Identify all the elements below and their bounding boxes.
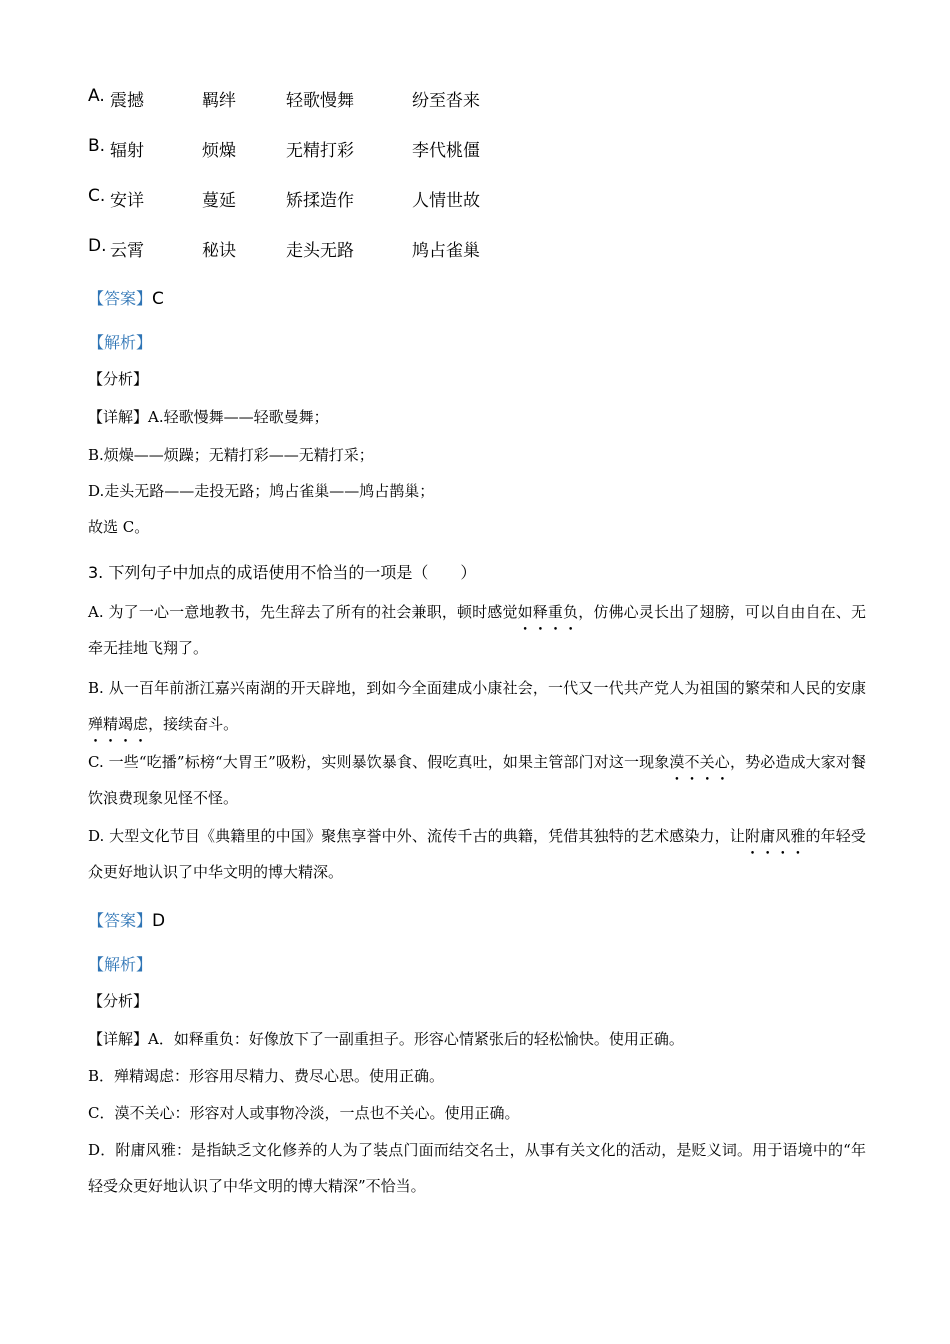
option-text: A. 为了一心一意地教书，先生辞去了所有的社会兼职，顿时感觉 [88,603,518,621]
dotted-char: 虑 [133,715,149,733]
analysis-tag: 【解析】 [88,955,153,974]
option-word: 人情世故 [412,191,480,211]
dotted-char: 竭 [118,715,134,733]
answer-line [88,286,164,309]
detail-line: 故选 C。 [88,518,150,536]
dotted-char: 心 [714,753,730,771]
option-word: 秘诀 [202,241,236,261]
option-text: C. 一些“吃播”标榜“大胃王”吸粉，实则暴饮暴食、假吃真吐，如果主管部门对这一现象 [88,753,670,771]
detail-line: D.走头无路——走投无路；鸠占雀巢——鸠占鹊巢； [88,482,435,500]
option-word: 纷至沓来 [412,91,480,111]
dotted-char: 关 [699,753,715,771]
dotted-char: 不 [684,753,700,771]
option-text: B. 从一百年前浙江嘉兴南湖的开天辟地，到如今全面建成小康社会，一代又一代共产党人为祖国的繁荣和人民的安康 [88,679,866,697]
dotted-char: 精 [103,715,119,733]
detail-line: B.烦燥——烦躁；无精打彩——无精打采； [88,446,374,464]
q3-option-d [88,818,866,890]
answer-value: D [152,911,166,931]
option-text: D. 大型文化节目《典籍里的中国》聚焦享誉中外、流传千古的典籍，凭借其独特的艺术感染力，让 [88,827,745,845]
detail-line: B．殚精竭虑：形容用尽精力、费尽心思。使用正确。 [88,1067,445,1085]
question-stem: 3. 下列句子中加点的成语使用不恰当的一项是（ ） [88,563,477,582]
option-letter: C. [88,186,106,206]
option-word: 走头无路 [286,241,354,261]
option-word: 辐射 [110,141,144,161]
dotted-char: 殚 [88,715,104,733]
option-word: 烦燥 [202,141,236,161]
dotted-char: 释 [532,603,548,621]
dotted-char: 如 [517,603,533,621]
answer-tag: 【答案】 [88,289,153,308]
fenxi-label: 【分析】 [88,992,149,1010]
option-word: 羁绊 [202,91,236,111]
option-word: 蔓延 [202,191,236,211]
option-word: 安详 [110,191,144,211]
answer-line [88,908,165,931]
option-word: 云霄 [110,241,144,261]
dotted-char: 漠 [669,753,685,771]
detail-paragraph: D．附庸风雅：是指缺乏文化修养的人为了装点门面而结交名士，从事有关文化的活动，是贬义词。用于语境中的“年轻受众更好地认识了中华文明的博大精深”不恰当。 [88,1141,866,1195]
option-word: 李代桃僵 [412,141,480,161]
option-letter: D. [88,236,107,256]
option-letter: A. [88,86,105,106]
detail-line: 【详解】A．如释重负：好像放下了一副重担子。形容心情紧张后的轻松愉快。使用正确。 [88,1030,684,1048]
detail-line: C．漠不关心：形容对人或事物冷淡，一点也不关心。使用正确。 [88,1104,520,1122]
option-text: ，仿佛心灵长出了翅膀，可以自由自在、无牵无挂地飞翔了。 [88,603,866,657]
dotted-char: 庸 [760,827,776,845]
detail-line: 【详解】A.轻歌慢舞——轻歌曼舞； [88,408,329,426]
answer-tag: 【答案】 [88,911,153,930]
option-word: 震撼 [110,91,144,111]
answer-value: C [152,289,164,309]
option-word: 轻歌慢舞 [286,91,354,111]
dotted-char: 负 [563,603,579,621]
q3-option-a [88,594,866,666]
dotted-char: 风 [775,827,791,845]
analysis-tag: 【解析】 [88,333,153,352]
dotted-char: 雅 [790,827,806,845]
q3-option-b [88,670,866,742]
option-text: 的年轻受众更好地认识了中华文明的博大精深。 [88,827,866,881]
fenxi-label: 【分析】 [88,370,149,388]
option-letter: B. [88,136,106,156]
dotted-char: 重 [547,603,564,621]
q3-option-c [88,744,866,816]
option-text: ，接续奋斗。 [148,715,239,733]
option-word: 矫揉造作 [286,191,354,211]
option-text: ，势必造成大家对餐饮浪费现象见怪不怪。 [88,753,866,807]
option-word: 鸠占雀巢 [412,241,480,261]
dotted-char: 附 [744,827,761,845]
option-word: 无精打彩 [286,141,354,161]
